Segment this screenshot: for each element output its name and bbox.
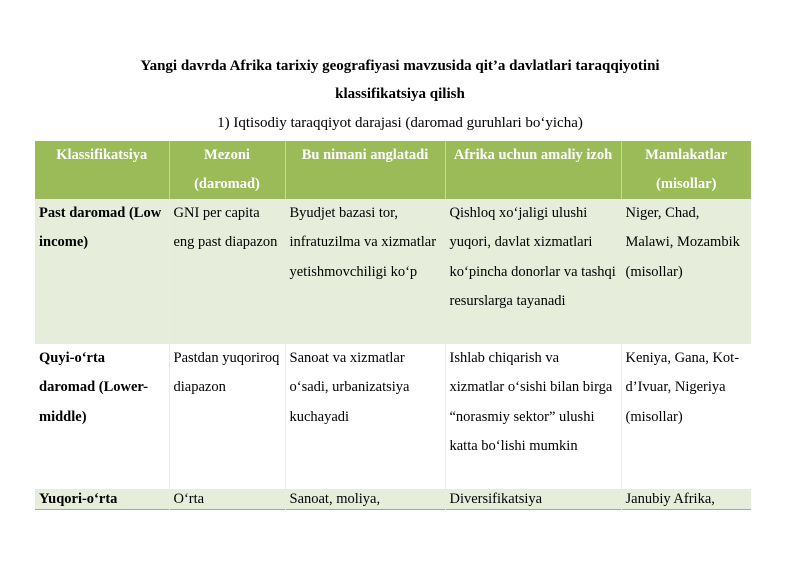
table-cell: Diversifikatsiya — [445, 489, 621, 510]
header-mezoni: Mezoni (daromad) — [169, 141, 285, 199]
classification-table — [35, 141, 751, 510]
table-cell: Niger, Chad, Malawi, Mozambik (misollar) — [621, 199, 751, 344]
table-row — [35, 199, 751, 344]
table-cell: Keniya, Gana, Kot-d’Ivuar, Nigeriya (misollar) — [621, 344, 751, 489]
table-cell: O‘rta — [169, 489, 285, 510]
table-cell: GNI per capita eng past diapazon — [169, 199, 285, 344]
header-bu-nimani: Bu nimani anglatadi — [285, 141, 445, 199]
table-cell: Past daromad (Low income) — [35, 199, 169, 344]
table-cell: Quyi-o‘rta daromad (Lower-middle) — [35, 344, 169, 489]
table-cell: Sanoat, moliya, — [285, 489, 445, 510]
header-afrika-izoh: Afrika uchun amaliy izoh — [445, 141, 621, 199]
document-title-line2: klassifikatsiya qilish — [335, 86, 465, 102]
table-cell: Qishloq xo‘jaligi ulushi yuqori, davlat xizmatlari ko‘pincha donorlar va tashqi resurslarga tayanadi — [445, 199, 621, 344]
table-cell: Byudjet bazasi tor, infratuzilma va xizmatlar yetishmovchiligi ko‘p — [285, 199, 445, 344]
section-subtitle: 1) Iqtisodiy taraqqiyot darajasi (daromad guruhlari bo‘yicha) — [217, 115, 583, 131]
table-cell: Ishlab chiqarish va xizmatlar o‘sishi bilan birga “norasmiy sektor” ulushi katta bo‘lishi mumkin — [445, 344, 621, 489]
table-cell: Pastdan yuqoriroq diapazon — [169, 344, 285, 489]
table-row — [35, 344, 751, 489]
table-header-row — [35, 141, 751, 199]
header-klassifikatsiya: Klassifikatsiya — [35, 141, 169, 199]
table-cell: Janubiy Afrika, — [621, 489, 751, 510]
header-mamlakatlar: Mamlakatlar (misollar) — [621, 141, 751, 199]
table-cell: Yuqori-o‘rta — [35, 489, 169, 510]
table-row — [35, 489, 751, 510]
document-title-line1: Yangi davrda Afrika tarixiy geografiyasi mavzusida qit’a davlatlari taraqqiyotini — [140, 58, 660, 74]
table-cell: Sanoat va xizmatlar o‘sadi, urbanizatsiya kuchayadi — [285, 344, 445, 489]
